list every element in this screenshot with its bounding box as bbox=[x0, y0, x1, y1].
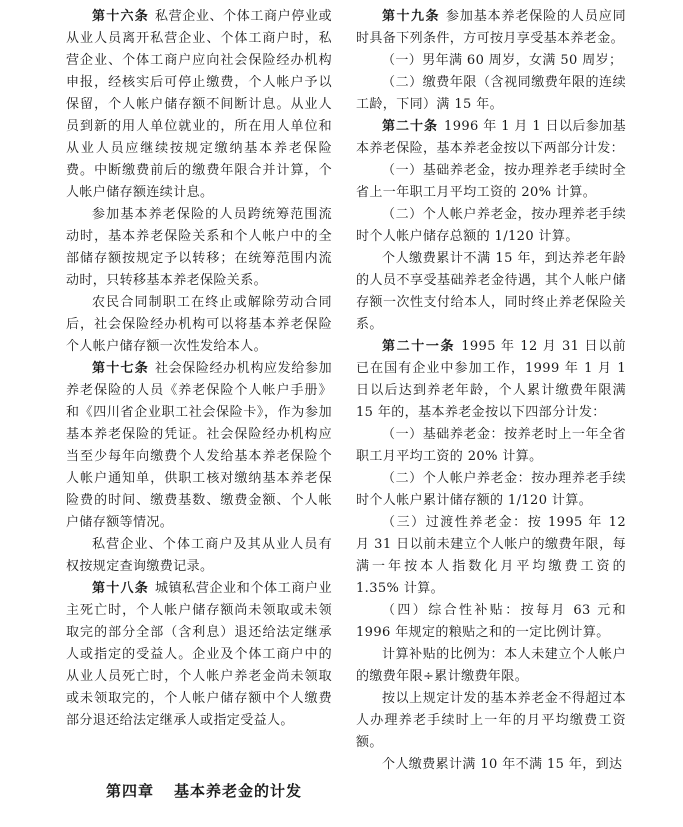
left-column bbox=[66, 6, 332, 732]
right-column bbox=[356, 6, 626, 776]
article-text: 1995 年 12 月 31 日以前已在国有企业中参加工作，1999 年 1 月 1 日以后达到养老年龄，个人累计缴费年限满 15 年的，基本养老金按以下四部分计发： bbox=[356, 339, 626, 420]
paragraph-query-records: 私营企业、个体工商户及其从业人员有权按规定查询缴费记录。 bbox=[66, 537, 332, 574]
list-item: （一）基础养老金，按办理养老手续时全省上一年职工月平均工资的 20% 计算。 bbox=[356, 163, 626, 200]
paragraph-under-15-years: 个人缴费累计不满 15 年，到达养老年龄的人员不享受基础养老金待遇，其个人帐户储存额一次性支付给本人，同时终止养老保险关系。 bbox=[356, 251, 626, 332]
article-label: 第二十条 bbox=[382, 119, 439, 134]
article-label: 第二十一条 bbox=[382, 339, 456, 354]
article-17-paragraph bbox=[66, 358, 332, 534]
list-item: （二）个人帐户养老金：按办理养老手续时个人帐户累计储存额的 1/120 计算。 bbox=[356, 471, 626, 508]
paragraph-transfer: 参加基本养老保险的人员跨统筹范围流动时，基本养老保险关系和个人帐户中的全部储存额按规定予以转移；在统筹范围内流动时，只转移基本养老保险关系。 bbox=[66, 207, 332, 288]
article-20-paragraph bbox=[356, 116, 626, 160]
article-text: 私营企业、个体工商户停业或从业人员离开私营企业、个体工商户时，私营企业、个体工商户应向社会保险经办机构申报，经核实后可停止缴费，个人帐户予以保留，个人帐户储存额不间断计息。从业人员到新的用人单位就业的，所在用人单位和从业人员应继续按规定缴纳基本养老保险费。中断缴费前后的缴费年限合并计算，个人帐户储存额连续计息。 bbox=[66, 9, 332, 200]
article-text: 1996 年 1 月 1 日以后参加基本养老保险，基本养老金按以下两部分计发： bbox=[356, 119, 626, 156]
list-item: （一）男年满 60 周岁，女满 50 周岁； bbox=[382, 53, 623, 68]
article-19-paragraph bbox=[356, 6, 626, 50]
list-item: （四）综合性补贴：按每月 63 元和 1996 年规定的粮贴之和的一定比例计算。 bbox=[356, 603, 626, 640]
paragraph-farmer-workers: 农民合同制职工在终止或解除劳动合同后，社会保险经办机构可以将基本养老保险个人帐户储存额一次性发给本人。 bbox=[66, 295, 332, 354]
list-item: （一）基础养老金：按养老时上一年全省职工月平均工资的 20% 计算。 bbox=[356, 427, 626, 464]
article-label: 第十六条 bbox=[92, 9, 149, 24]
article-18-paragraph bbox=[66, 578, 332, 732]
list-item: （二）个人帐户养老金，按办理养老手续时个人帐户储存总额的 1/120 计算。 bbox=[356, 207, 626, 244]
chapter-number: 第四章 bbox=[106, 782, 155, 800]
paragraph-subsidy-ratio: 计算补贴的比例为：本人未建立个人帐户的缴费年限÷累计缴费年限。 bbox=[356, 647, 626, 684]
article-21-paragraph bbox=[356, 336, 626, 424]
paragraph-continued: 个人缴费累计满 10 年不满 15 年，到达 bbox=[382, 757, 623, 772]
article-text: 社会保险经办机构应发给参加养老保险的人员《养老保险个人帐户手册》和《四川省企业职工社会保险卡》，作为参加基本养老保险的凭证。社会保险经办机构应当至少每年向缴费个人发给基本养老保险个人帐户通知单，供职工核对缴纳基本养老保险费的时间、缴费基数、缴费金额、个人帐户储存额等情况。 bbox=[66, 361, 332, 530]
article-label: 第十九条 bbox=[382, 9, 440, 24]
article-label: 第十八条 bbox=[92, 581, 149, 596]
article-text: 城镇私营企业和个体工商户业主死亡时，个人帐户储存额尚未领取或未领取完的部分全部（含利息）退还给法定继承人或指定的受益人。企业及个体工商户中的从业人员死亡时，个人帐户养老金尚未领取或未领取完的，个人帐户储存额中个人缴费部分退还给法定继承人或指定受益人。 bbox=[66, 581, 332, 728]
article-text: 参加基本养老保险的人员应同时具备下列条件，方可按月享受基本养老金。 bbox=[356, 9, 626, 46]
list-item: （三）过渡性养老金：按 1995 年 12 月 31 日以前未建立个人帐户的缴费年限，每满一年按本人指数化月平均缴费工资的 1.35% 计算。 bbox=[356, 515, 626, 596]
article-label: 第十七条 bbox=[92, 361, 149, 376]
chapter-title: 基本养老金的计发 bbox=[174, 782, 303, 800]
chapter-heading bbox=[106, 780, 302, 801]
list-item: （二）缴费年限（含视同缴费年限的连续工龄，下同）满 15 年。 bbox=[356, 75, 626, 112]
paragraph-pension-cap: 按以上规定计发的基本养老金不得超过本人办理养老手续时上一年的月平均缴费工资额。 bbox=[356, 691, 626, 750]
article-16-paragraph bbox=[66, 6, 332, 204]
